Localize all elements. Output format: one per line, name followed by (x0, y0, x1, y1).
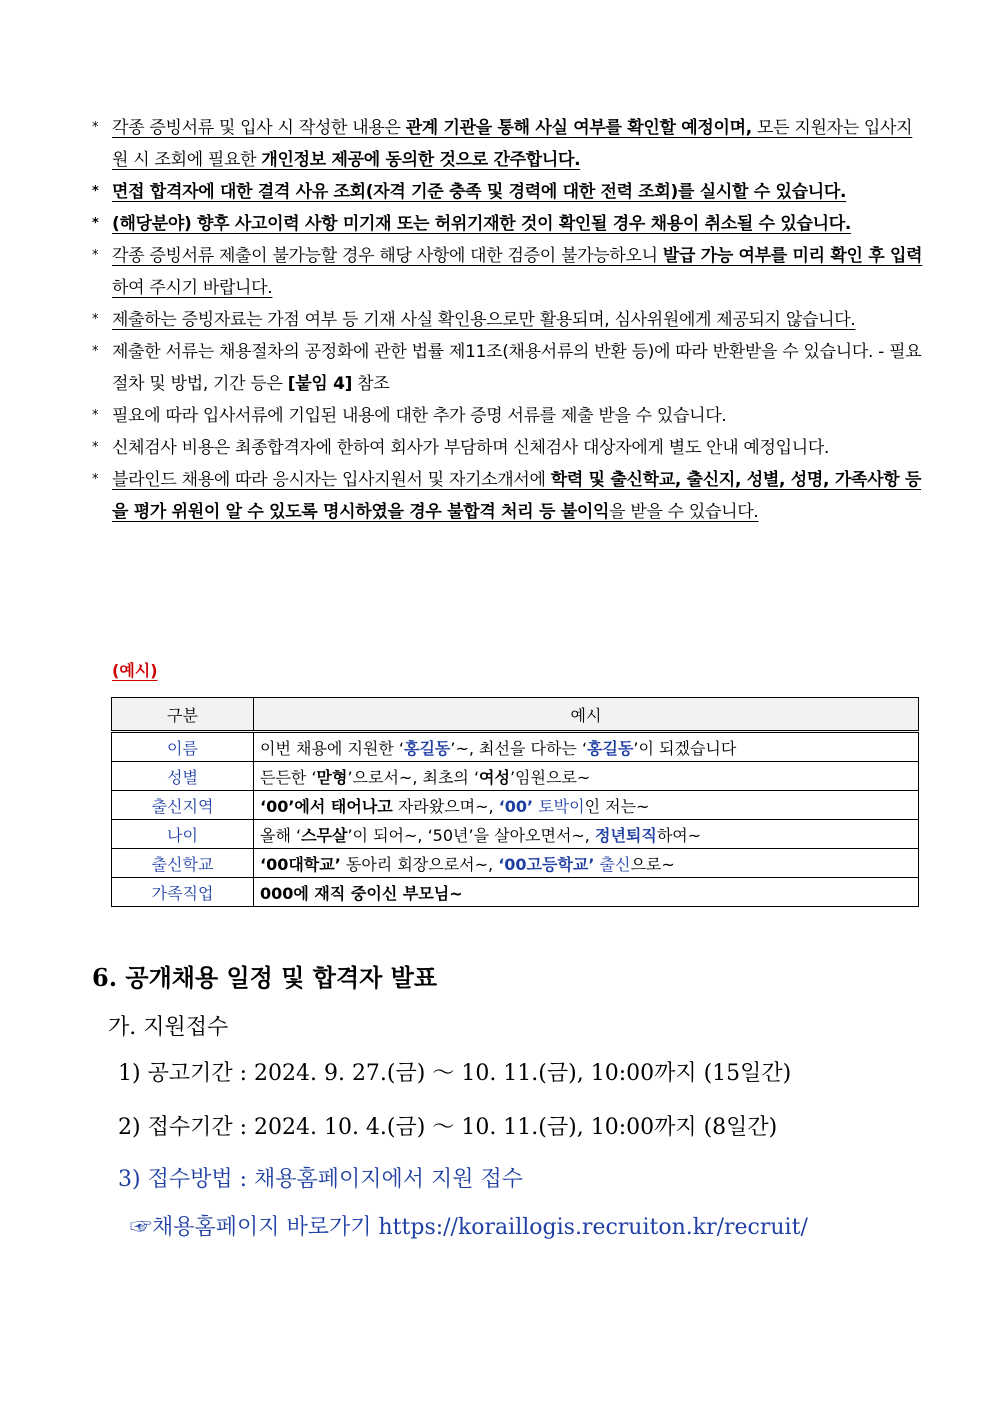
section-title: 6. 공개채용 일정 및 합격자 발표 (92, 963, 438, 992)
bullet-star-icon: * (92, 312, 99, 327)
row-example: ‘00’에서 태어나고 자라왔으며~, ‘00’ 토박이인 저는~ (254, 791, 919, 820)
row-category: 출신지역 (112, 791, 254, 820)
bullet-star-icon: * (92, 344, 99, 359)
bullet-star-icon: * (92, 184, 99, 199)
row-category: 이름 (112, 732, 254, 762)
table-row (112, 791, 919, 820)
bullet-star-icon: * (92, 248, 99, 263)
header-example: 예시 (254, 698, 919, 732)
table-row (112, 849, 919, 878)
row-category: 성별 (112, 762, 254, 791)
row-example: ‘00대학교’ 동아리 회장으로서~, ‘00고등학교’ 출신으로~ (254, 849, 919, 878)
row-category: 나이 (112, 820, 254, 849)
note-1: * 각종 증빙서류 및 입사 시 작성한 내용은 관계 기관을 통해 사실 여부를 확인할 예정이며, 모든 지원자는 입사지원 시 조회에 필요한 개인정보 제공에 동의한 것으로 간주합니다. (88, 112, 924, 176)
row-category: 가족직업 (112, 878, 254, 907)
note-9: * 블라인드 채용에 따라 응시자는 입사지원서 및 자기소개서에 학력 및 출신학교, 출신지, 성별, 성명, 가족사항 등을 평가 위원이 알 수 있도록 명시하였을 경우 불합격 처리 등 불이익을 받을 수 있습니다. (88, 464, 924, 528)
note-4: * 각종 증빙서류 제출이 불가능할 경우 해당 사항에 대한 검증이 불가능하오니 발급 가능 여부를 미리 확인 후 입력하여 주시기 바랍니다. (88, 240, 924, 304)
row-example: 든든한 ‘맏형’으로서~, 최초의 ‘여성’임원으로~ (254, 762, 919, 791)
row-example: 000에 재직 중이신 부모님~ (254, 878, 919, 907)
table-row (112, 878, 919, 907)
example-label: (예시) (112, 661, 158, 680)
note-7: * 필요에 따라 입사서류에 기입된 내용에 대한 추가 증명 서류를 제출 받을 수 있습니다. (88, 400, 924, 432)
note-5: * 제출하는 증빙자료는 가점 여부 등 기재 사실 확인용으로만 활용되며, 심사위원에게 제공되지 않습니다. (88, 304, 924, 336)
table-row (112, 820, 919, 849)
note-3: * (해당분야) 향후 사고이력 사항 미기재 또는 허위기재한 것이 확인될 경우 채용이 취소될 수 있습니다. (88, 208, 924, 240)
bullet-star-icon: * (92, 216, 99, 231)
subsection-title: 가. 지원접수 (108, 1015, 229, 1040)
recruit-homepage-link[interactable]: ☞채용홈페이지 바로가기 https://koraillogis.recruiton.kr/recruit/ (130, 1215, 808, 1240)
note-2: * 면접 합격자에 대한 결격 사유 조회(자격 기준 충족 및 경력에 대한 전력 조회)를 실시할 수 있습니다. (88, 176, 924, 208)
header-category: 구분 (112, 698, 254, 732)
example-table (111, 697, 919, 907)
bullet-star-icon: * (92, 408, 99, 423)
table-row (112, 762, 919, 791)
schedule-application-period: 2) 접수기간 : 2024. 10. 4.(금) ～ 10. 11.(금), 10:00까지 (8일간) (118, 1115, 778, 1140)
bullet-star-icon: * (92, 120, 99, 135)
schedule-application-method: 3) 접수방법 : 채용홈페이지에서 지원 접수 (118, 1167, 523, 1192)
notice-list (88, 112, 924, 528)
row-example: 올해 ‘스무살’이 되어~, ‘50년’을 살아오면서~, 정년퇴직하여~ (254, 820, 919, 849)
schedule-announcement-period: 1) 공고기간 : 2024. 9. 27.(금) ～ 10. 11.(금), 10:00까지 (15일간) (118, 1061, 792, 1086)
table-row (112, 732, 919, 762)
note-8: * 신체검사 비용은 최종합격자에 한하여 회사가 부담하며 신체검사 대상자에게 별도 안내 예정입니다. (88, 432, 924, 464)
bullet-star-icon: * (92, 472, 99, 487)
row-example: 이번 채용에 지원한 ‘홍길동’~, 최선을 다하는 ‘홍길동’이 되겠습니다 (254, 732, 919, 762)
note-6: * 제출한 서류는 채용절차의 공정화에 관한 법률 제11조(채용서류의 반환 등)에 따라 반환받을 수 있습니다. - 필요 절차 및 방법, 기간 등은 [붙임 4] 참조 (88, 336, 924, 400)
table-header-row (112, 698, 919, 732)
row-category: 출신학교 (112, 849, 254, 878)
bullet-star-icon: * (92, 440, 99, 455)
